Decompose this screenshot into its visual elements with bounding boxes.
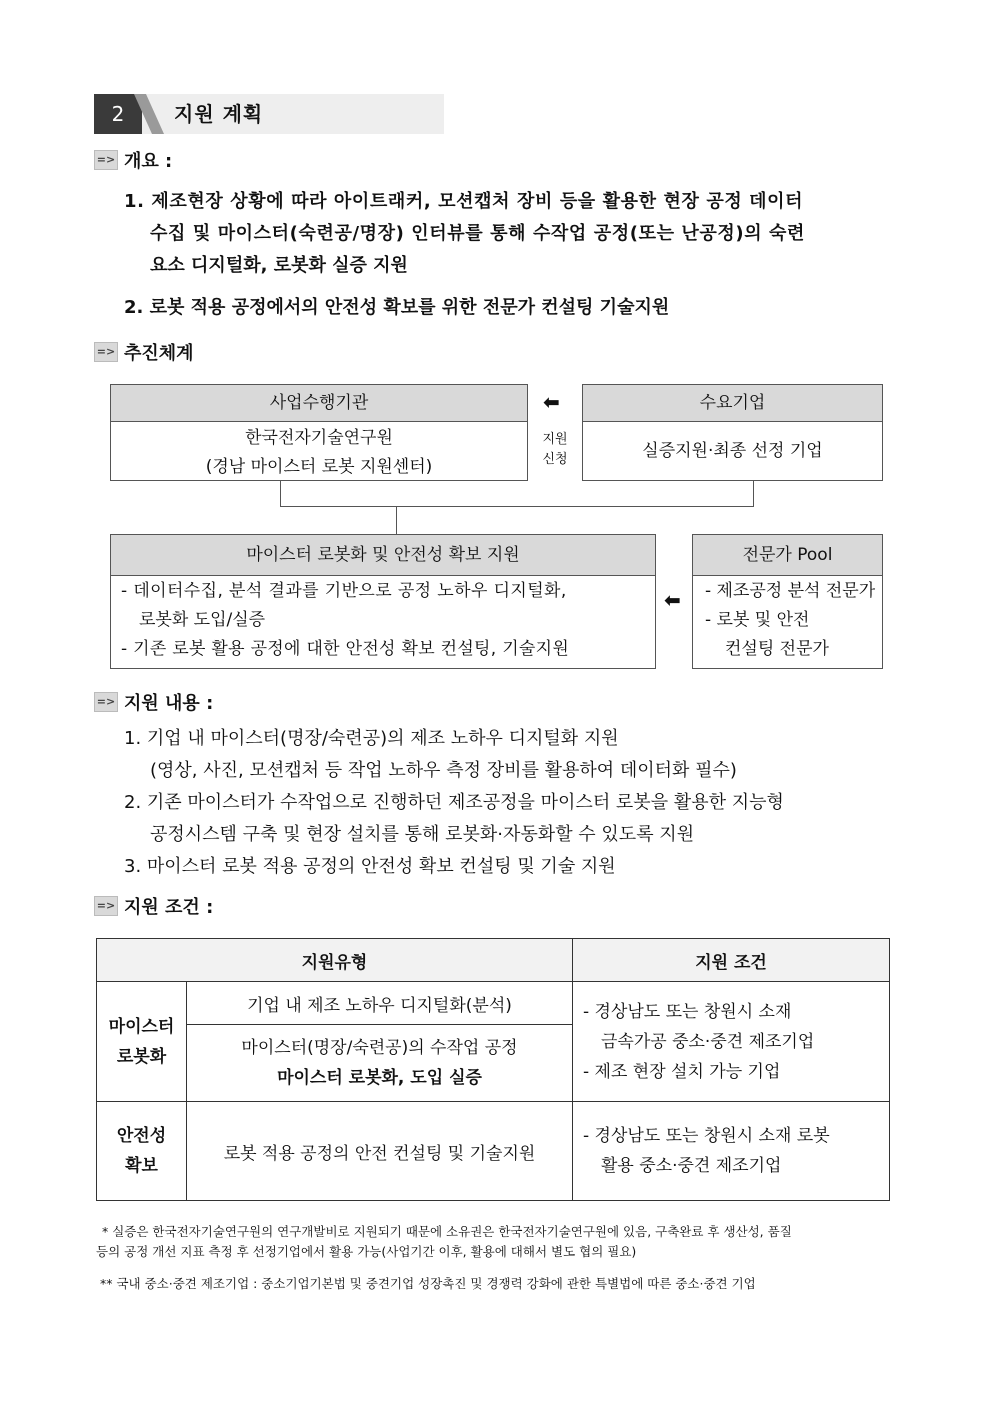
demand-box bbox=[582, 384, 883, 481]
condition-line: 활용 중소·중견 제조기업 bbox=[601, 1156, 782, 1176]
support-type-line: 마이스터(명장/숙련공)의 수작업 공정 bbox=[241, 1038, 518, 1058]
condition-line: - 제조 현장 설치 가능 기업 bbox=[583, 1061, 781, 1082]
content-line-1: 1. 기업 내 마이스터(명장/숙련공)의 제조 노하우 디지털화 지원 bbox=[124, 728, 619, 749]
arrow-label-line-2: 신청 bbox=[542, 452, 568, 467]
expert-pool-header: 전문가 Pool bbox=[693, 535, 882, 576]
footnote-2: ** 국내 중소·중견 제조기업 : 중소기업기본법 및 중견기업 성장촉진 및 경쟁력 강화에 관한 특별법에 따른 중소·중견 기업 bbox=[100, 1276, 756, 1291]
overview-item-1-line-2: 수집 및 마이스터(숙련공/명장) 인터뷰를 통해 수작업 공정(또는 난공정)의 숙련 bbox=[150, 223, 806, 244]
section-header bbox=[94, 94, 444, 134]
overview-item-1-line-1: 1. 제조현장 상황에 따라 아이트래커, 모션캡처 장비 등을 활용한 현장 공정 데이터 bbox=[124, 191, 804, 212]
arrow-label-line-1: 지원 bbox=[542, 432, 568, 447]
content-line-3: 2. 기존 마이스터가 수작업으로 진행하던 제조공정을 마이스터 로봇을 활용한 지능형 bbox=[124, 792, 784, 813]
expert-pool-line-2: - 로봇 및 안전 bbox=[705, 610, 810, 630]
footnote-1-line-2: 등의 공정 개선 지표 측정 후 선정기업에서 활용 가능(사업기간 이후, 활용에 대해서 별도 협의 필요) bbox=[96, 1244, 637, 1259]
support-line-2: 로봇화 도입/실증 bbox=[139, 610, 266, 630]
support-type-line: 마이스터 로봇화, 도입 실증 bbox=[277, 1068, 482, 1088]
left-arrow-icon: ⬅ bbox=[664, 588, 681, 612]
arrow-bullet-icon: => bbox=[94, 150, 118, 170]
expert-pool-line-1: - 제조공정 분석 전문가 bbox=[705, 581, 876, 601]
connector-line bbox=[280, 481, 281, 507]
content-line-2: (영상, 사진, 모션캡처 등 작업 노하우 측정 장비를 활용하여 데이터화 필수) bbox=[150, 760, 737, 781]
conditions-table bbox=[96, 938, 890, 1201]
connector-line bbox=[280, 506, 754, 507]
support-line-1: - 데이터수집, 분석 결과를 기반으로 공정 노하우 디지털화, bbox=[121, 581, 567, 601]
type-safety bbox=[97, 1102, 187, 1201]
table-header-type: 지원유형 bbox=[97, 939, 573, 982]
support-line-3: - 기존 로봇 활용 공정에 대한 안전성 확보 컨설팅, 기술지원 bbox=[121, 639, 570, 659]
table-row bbox=[97, 982, 890, 1025]
table-row bbox=[97, 1102, 890, 1201]
support-box bbox=[110, 534, 656, 669]
table-header-condition: 지원 조건 bbox=[573, 939, 890, 982]
connector-line bbox=[753, 481, 754, 507]
demand-header: 수요기업 bbox=[583, 385, 882, 422]
connector-line bbox=[396, 506, 397, 534]
condition-line: - 경상남도 또는 창원시 소재 로봇 bbox=[583, 1126, 830, 1146]
footnote-1 bbox=[96, 1222, 906, 1262]
left-arrow-icon: ⬅ bbox=[543, 390, 560, 414]
agency-center: (경남 마이스터 로봇 지원센터) bbox=[205, 457, 433, 477]
type-label-line: 마이스터 bbox=[108, 1016, 175, 1037]
support-type-digitalization: 기업 내 제조 노하우 디지털화(분석) bbox=[187, 982, 573, 1025]
agency-name: 한국전자기술연구원 bbox=[245, 428, 393, 448]
type-label-line: 안전성 bbox=[116, 1126, 167, 1146]
type-label-line: 로봇화 bbox=[116, 1046, 167, 1067]
overview-item-2: 2. 로봇 적용 공정에서의 안전성 확보를 위한 전문가 컨설팅 기술지원 bbox=[124, 297, 670, 318]
type-meister-robot bbox=[97, 982, 187, 1102]
table-header-row bbox=[97, 939, 890, 982]
content-line-5: 3. 마이스터 로봇 적용 공정의 안전성 확보 컨설팅 및 기술 지원 bbox=[124, 856, 616, 877]
support-type-robotization bbox=[187, 1025, 573, 1102]
type-label-line: 확보 bbox=[125, 1156, 158, 1176]
content-heading: 지원 내용 : bbox=[124, 693, 214, 714]
condition-safety bbox=[573, 1102, 890, 1201]
system-heading: 추진체계 bbox=[124, 343, 194, 364]
condition-line: 금속가공 중소·중견 제조기업 bbox=[601, 1031, 815, 1052]
support-header: 마이스터 로봇화 및 안전성 확보 지원 bbox=[111, 535, 655, 576]
section-title: 지원 계획 bbox=[174, 102, 264, 126]
footnote-1-line-1: * 실증은 한국전자기술연구원의 연구개발비로 지원되기 때문에 소유권은 한국전자기술연구원에 있음, 구축완료 후 생산성, 품질 bbox=[102, 1224, 792, 1239]
expert-pool-box bbox=[692, 534, 883, 669]
demand-body: 실증지원·최종 선정 기업 bbox=[642, 441, 823, 461]
content-line-4: 공정시스템 구축 및 현장 설치를 통해 로봇화·자동화할 수 있도록 지원 bbox=[150, 824, 695, 845]
section-number: 2 bbox=[111, 102, 125, 126]
condition-line: - 경상남도 또는 창원시 소재 bbox=[583, 1001, 792, 1022]
arrow-bullet-icon: => bbox=[94, 692, 118, 712]
agency-header: 사업수행기관 bbox=[111, 385, 527, 422]
agency-box bbox=[110, 384, 528, 481]
support-type-safety-consulting: 로봇 적용 공정의 안전 컨설팅 및 기술지원 bbox=[187, 1102, 573, 1201]
condition-meister-robot bbox=[573, 982, 890, 1102]
arrow-bullet-icon: => bbox=[94, 896, 118, 916]
expert-pool-line-3: 컨설팅 전문가 bbox=[725, 639, 829, 659]
overview-item-1-line-3: 요소 디지털화, 로봇화 실증 지원 bbox=[150, 255, 408, 276]
overview-heading: 개요 : bbox=[124, 151, 173, 172]
arrow-bullet-icon: => bbox=[94, 342, 118, 362]
conditions-heading: 지원 조건 : bbox=[124, 897, 214, 918]
